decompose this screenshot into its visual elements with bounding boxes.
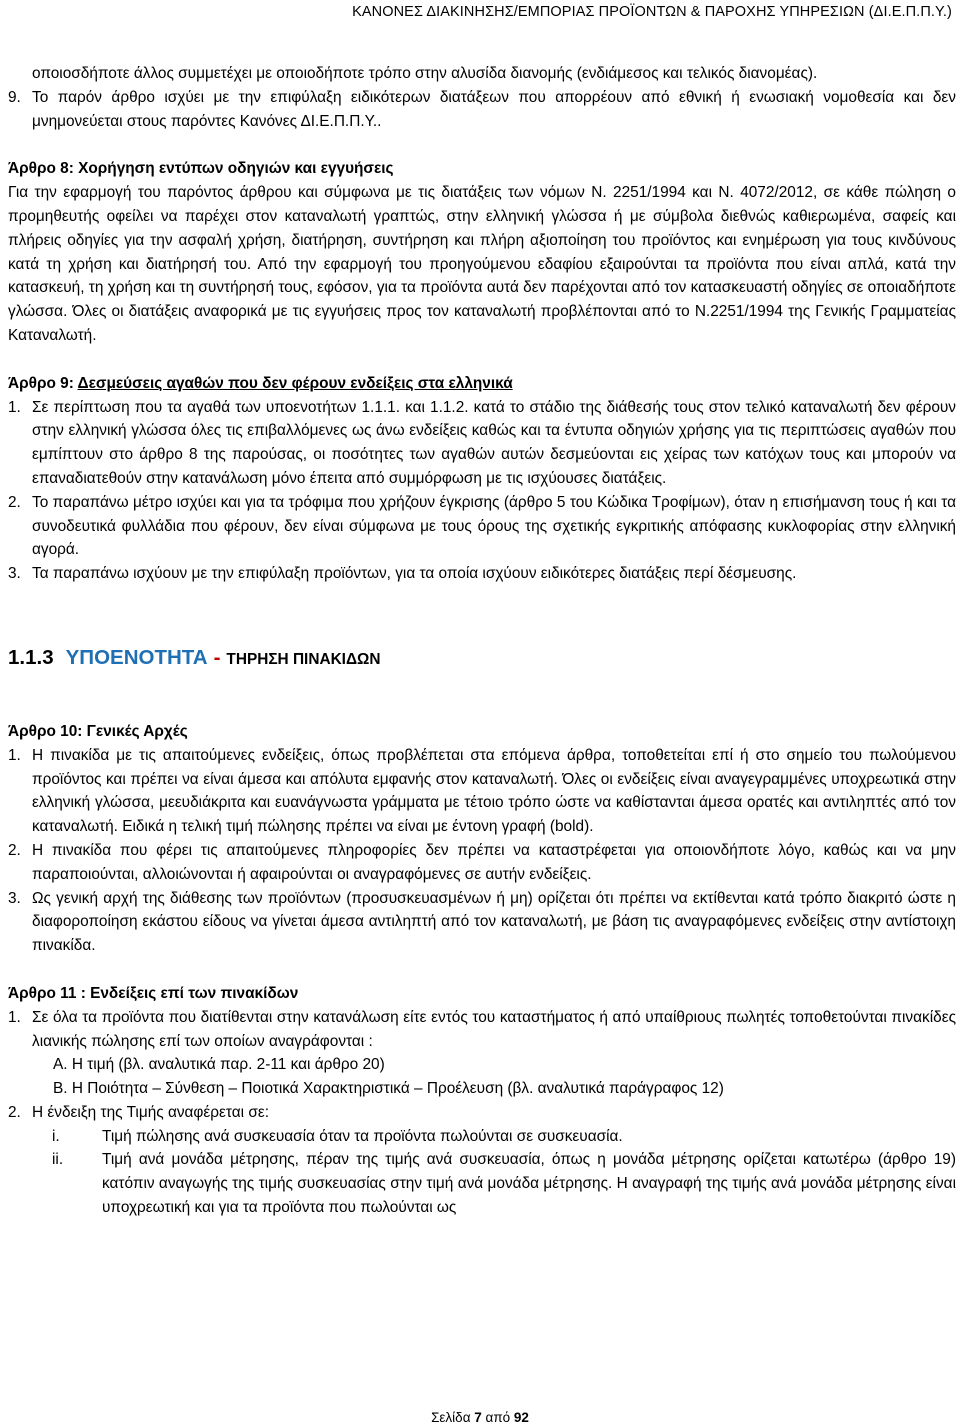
list-text: Το παραπάνω μέτρο ισχύει και για τα τρόφιμα που χρήζουν έγκρισης (άρθρο 5 του Κώδικα Τροφίμων), όταν η επισήμανση τους ή και τα συνοδευτικά φυλλάδια που φέρουν, δεν είναι σύμφωνα με τους όρους της σχετικής εγκριτικής απόφασης κυκλοφορίας στην ελληνική αγορά.	[32, 493, 956, 559]
roman-number: ii.	[52, 1151, 64, 1169]
list-item	[8, 491, 956, 562]
article-10-heading: Άρθρο 10: Γενικές Αρχές	[8, 722, 188, 740]
sub-item-a: Α. Η τιμή (βλ. αναλυτικά παρ. 2-11 και άρθρο 20)	[53, 1056, 385, 1074]
page-total: 92	[513, 1410, 529, 1425]
list-item	[8, 1006, 956, 1054]
running-header: ΚΑΝΟΝΕΣ ΔΙΑΚΙΝΗΣΗΣ/ΕΜΠΟΡΙΑΣ ΠΡΟΪΟΝΤΩΝ & ΠΑΡΟΧΗΣ ΥΠΗΡΕΣΙΩΝ (ΔΙ.Ε.Π.Π.Υ.)	[352, 4, 952, 20]
intro-continuation: οποιοσδήποτε άλλος συμμετέχει με οποιοδήποτε τρόπο στην αλυσίδα διανομής (ενδιάμεσος και τελικός διανομέας).	[32, 65, 818, 82]
roman-text: Τιμή ανά μονάδα μέτρησης, πέραν της τιμής ανά συσκευασία, όπως η μονάδα μέτρησης ορίζεται κατωτέρω (άρθρο 19) κατόπιν αναγωγής της τιμής συσκευασίας στην τιμή ανά μονάδα μέτρησης. Η αναγραφή της τιμής ανά μονάδα μέτρησης είναι υποχρεωτική και για τα προϊόντα που πωλούνται ως	[102, 1151, 956, 1217]
list-text: Η πινακίδα με τις απαιτούμενες ενδείξεις, όπως προβλέπεται στα επόμενα άρθρα, τοποθετείται επί ή στο σημείο του πωλούμενου προϊόντος και πρέπει να είναι άμεσα και απόλυτα εμφανής στον καταναλωτή. Όλες οι ενδείξεις είναι αναγεγραμμένες υποχρεωτικά στην ελληνική γλώσσα, μεευδιάκριτα και ευανάγνωστα γράμματα με τέτοιο τρόπο ώστε να καθίστανται άμεσα ορατές και αντιληπτές από τον καταναλωτή. Ειδικά η τελική τιμή πώλησης πρέπει να είναι με έντονη γραφή (bold).	[32, 746, 956, 836]
list-item	[8, 744, 956, 839]
list-number: 1.	[8, 398, 21, 416]
intro-item-9	[8, 86, 956, 134]
section-heading	[8, 644, 956, 674]
list-number: 9.	[8, 88, 21, 106]
page-footer	[0, 1409, 960, 1426]
list-number: 3.	[8, 565, 21, 583]
heading-prefix: Άρθρο 9:	[8, 374, 78, 392]
roman-number: i.	[52, 1127, 60, 1145]
list-text: Ως γενική αρχή της διάθεσης των προϊόντων (προσυσκευασμένων ή μη) ορίζεται ότι πρέπει να εκτίθενται κατά τρόπο διακριτό ώστε η διαφοροποίηση εκάστου είδους να γίνεται άμεσα αντιληπτή από τον καταναλωτή, με βάση τις αναγραφόμενες ενδείξεις στην αντίστοιχη πινακίδα.	[32, 889, 956, 955]
article-8-body: Για την εφαρμογή του παρόντος άρθρου και σύμφωνα με τις διατάξεις των νόμων Ν. 2251/1994 και Ν. 4072/2012, σε κάθε πώληση ο προμηθευτής οφείλει να παρέχει στον καταναλωτή γραπτώς, στην ελληνική γλώσσα ή με σύμβολα διεθνώς καθιερωμένα, σαφείς και πλήρεις οδηγίες για την ασφαλή χρήση, διατήρηση, συντήρηση και πλήρη αξιοποίηση του προϊόντος και ενημέρωση για τους κινδύνους κατά τη χρήση και διατήρησή του. Από την εφαρμογή του προηγούμενου εδαφίου εξαιρούνται τα προϊόντα που είναι απλά, κατά την κατασκευή, τη χρήση και τη συντήρησή τους, εφόσον, για τα προϊόντα αυτά δεν παρέχονται από τον κατασκευαστή οδηγίες σε οποιαδήποτε γλώσσα. Όλες οι διατάξεις αναφορικά με τις εγγυήσεις προς τον καταναλωτή προβλέπονται από το Ν.2251/1994 της Γενικής Γραμματείας Καταναλωτή.	[8, 184, 956, 344]
section-dash: -	[213, 645, 221, 669]
article-11-heading: Άρθρο 11 : Ενδείξεις επί των πινακίδων	[8, 984, 299, 1002]
list-number: 2.	[8, 841, 21, 859]
list-number: 1.	[8, 1008, 21, 1026]
list-number: 2.	[8, 1103, 21, 1121]
list-text: Η ένδειξη της Τιμής αναφέρεται σε:	[32, 1103, 269, 1121]
roman-item	[8, 1148, 956, 1219]
page-number: 7	[474, 1410, 482, 1425]
roman-item	[8, 1125, 956, 1149]
roman-text: Τιμή πώλησης ανά συσκευασία όταν τα προϊόντα πωλούνται σε συσκευασία.	[102, 1127, 623, 1145]
list-item	[8, 1101, 956, 1125]
article-9-heading	[8, 372, 956, 396]
section-name: ΥΠΟΕΝΟΤΗΤΑ	[65, 645, 208, 669]
list-item	[8, 396, 956, 491]
list-number: 3.	[8, 889, 21, 907]
list-item	[8, 839, 956, 887]
list-text: Η πινακίδα που φέρει τις απαιτούμενες πληροφορίες δεν πρέπει να καταστρέφεται για οποιονδήποτε λόγο, καθώς και να μην παραποιούνται, αλλοιώνονται ή αφαιρούνται οι αναγραφόμενες σε αυτήν ενδείξεις.	[32, 841, 956, 883]
footer-middle: από	[481, 1410, 514, 1425]
article-8-heading: Άρθρο 8: Χορήγηση εντύπων οδηγιών και εγγυήσεις	[8, 160, 394, 178]
heading-underlined: Δεσμεύσεις αγαθών που δεν φέρουν ενδείξεις στα ελληνικά	[77, 374, 513, 392]
section-title: ΤΗΡΗΣΗ ΠΙΝΑΚΙΔΩΝ	[226, 650, 381, 668]
page-content	[8, 62, 956, 1220]
footer-prefix: Σελίδα	[431, 1410, 475, 1425]
list-text: Το παρόν άρθρο ισχύει με την επιφύλαξη ειδικότερων διατάξεων που απορρέουν από εθνική ή ενωσιακή νομοθεσία και δεν μνημονεύεται στους παρόντες Κανόνες ΔΙ.Ε.Π.Π.Υ..	[32, 88, 956, 130]
list-number: 2.	[8, 493, 21, 511]
list-text: Σε περίπτωση που τα αγαθά των υποενοτήτων 1.1.1. και 1.1.2. κατά το στάδιο της διάθεσής τους στον τελικό καταναλωτή δεν φέρουν στην ελληνική γλώσσα όλες τις επιβαλλόμενες ως άνω ενδείξεις καθώς και τα έντυπα οδηγιών χρήσης για τις περιπτώσεις αγαθών που εμπίπτουν στο άρθρο 8 της παρούσας, οι ποσότητες των αγαθών αυτών δεσμεύονται εις χείρας των κατόχων τους και μπορούν να επαναδιατεθούν στην κατανάλωση μόνο έπειτα από συμμόρφωση με τις ισχύουσες διατάξεις.	[32, 398, 956, 487]
list-item	[8, 887, 956, 958]
list-text: Τα παραπάνω ισχύουν με την επιφύλαξη προϊόντων, για τα οποία ισχύουν ειδικότερες διατάξεις περί δέσμευσης.	[32, 565, 797, 583]
sub-item-b: Β. Η Ποιότητα – Σύνθεση – Ποιοτικά Χαρακτηριστικά – Προέλευση (βλ. αναλυτικά παράγραφος 12)	[53, 1080, 724, 1098]
list-text: Σε όλα τα προϊόντα που διατίθενται στην κατανάλωση είτε εντός του καταστήματος ή από υπαίθριους πωλητές τοποθετούνται πινακίδες λιανικής πώλησης επί των οποίων αναγράφονται :	[32, 1008, 956, 1050]
list-item	[8, 562, 956, 586]
section-number: 1.1.3	[8, 645, 54, 669]
list-number: 1.	[8, 746, 21, 764]
